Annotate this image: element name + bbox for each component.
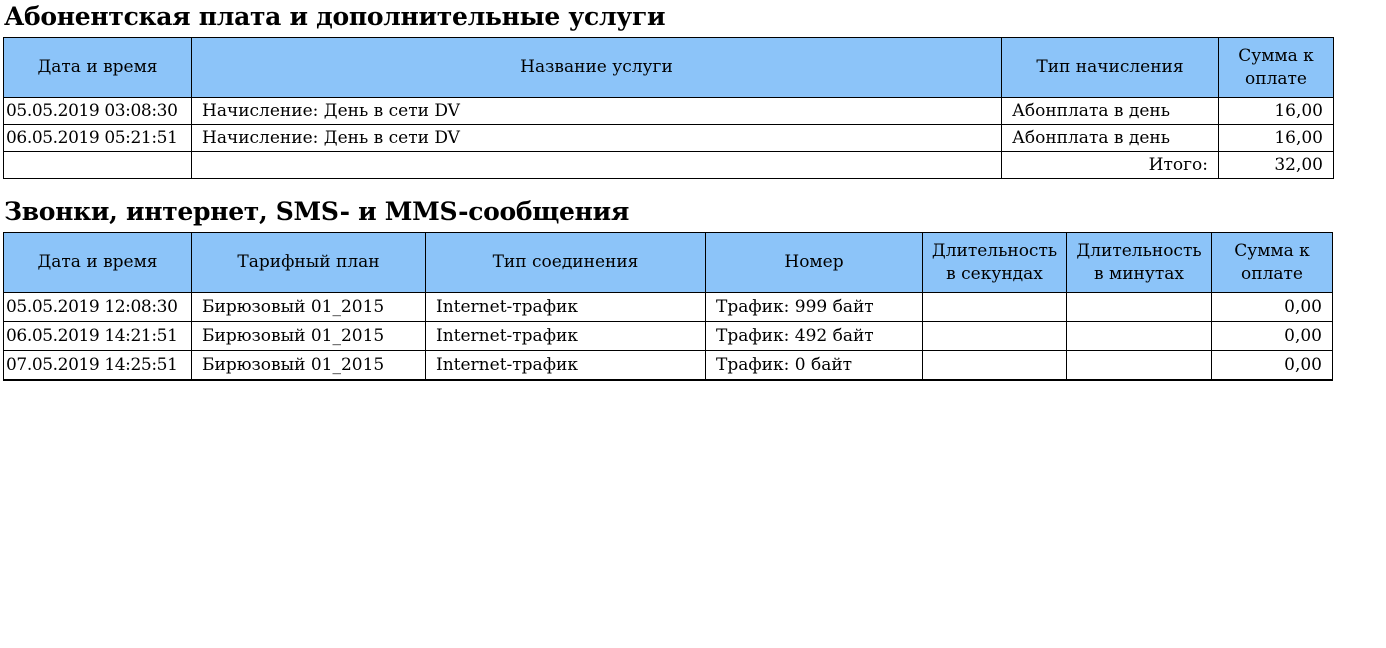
cell-duration-seconds xyxy=(923,322,1067,351)
cell-duration-minutes xyxy=(1067,293,1212,322)
column-header-connection-type: Тип соединения xyxy=(426,233,706,293)
total-row xyxy=(4,152,1334,179)
cell-charge-type: Абонплата в день xyxy=(1002,125,1219,152)
cell-amount: 0,00 xyxy=(1212,322,1333,351)
cell-duration-minutes xyxy=(1067,351,1212,381)
table-row xyxy=(4,351,1333,381)
cell-duration-seconds xyxy=(923,293,1067,322)
cell-duration-minutes xyxy=(1067,322,1212,351)
table-header-row xyxy=(4,233,1333,293)
total-label: Итого: xyxy=(1002,152,1219,179)
table-header-row xyxy=(4,38,1334,98)
cell-service-name: Начисление: День в сети DV xyxy=(192,98,1002,125)
cell-empty xyxy=(4,152,192,179)
total-value: 32,00 xyxy=(1219,152,1334,179)
cell-amount: 0,00 xyxy=(1212,351,1333,381)
cell-datetime: 05.05.2019 12:08:30 xyxy=(4,293,192,322)
cell-connection-type: Internet-трафик xyxy=(426,293,706,322)
calls-table xyxy=(3,232,1333,381)
table-row xyxy=(4,125,1334,152)
cell-duration-seconds xyxy=(923,351,1067,381)
column-header-tariff-plan: Тарифный план xyxy=(192,233,426,293)
column-header-datetime: Дата и время xyxy=(4,233,192,293)
cell-amount: 16,00 xyxy=(1219,125,1334,152)
cell-number: Трафик: 492 байт xyxy=(706,322,923,351)
column-header-duration-seconds: Длительность в секундах xyxy=(923,233,1067,293)
column-header-duration-minutes: Длительность в минутах xyxy=(1067,233,1212,293)
cell-amount: 16,00 xyxy=(1219,98,1334,125)
subscription-table xyxy=(3,37,1334,179)
column-header-number: Номер xyxy=(706,233,923,293)
column-header-datetime: Дата и время xyxy=(4,38,192,98)
column-header-amount: Сумма к оплате xyxy=(1212,233,1333,293)
column-header-amount: Сумма к оплате xyxy=(1219,38,1334,98)
table-row xyxy=(4,98,1334,125)
column-header-charge-type: Тип начисления xyxy=(1002,38,1219,98)
cell-datetime: 05.05.2019 03:08:30 xyxy=(4,98,192,125)
cell-number: Трафик: 0 байт xyxy=(706,351,923,381)
cell-tariff-plan: Бирюзовый 01_2015 xyxy=(192,322,426,351)
cell-number: Трафик: 999 байт xyxy=(706,293,923,322)
table-row xyxy=(4,322,1333,351)
cell-datetime: 06.05.2019 05:21:51 xyxy=(4,125,192,152)
cell-charge-type: Абонплата в день xyxy=(1002,98,1219,125)
subscription-section-title: Абонентская плата и дополнительные услуги xyxy=(4,2,666,31)
cell-tariff-plan: Бирюзовый 01_2015 xyxy=(192,293,426,322)
cell-empty xyxy=(192,152,1002,179)
cell-datetime: 06.05.2019 14:21:51 xyxy=(4,322,192,351)
cell-connection-type: Internet-трафик xyxy=(426,351,706,381)
calls-section-title: Звонки, интернет, SMS- и MMS-сообщения xyxy=(4,197,630,226)
cell-tariff-plan: Бирюзовый 01_2015 xyxy=(192,351,426,381)
table-row xyxy=(4,293,1333,322)
cell-connection-type: Internet-трафик xyxy=(426,322,706,351)
cell-datetime: 07.05.2019 14:25:51 xyxy=(4,351,192,381)
cell-amount: 0,00 xyxy=(1212,293,1333,322)
column-header-service-name: Название услуги xyxy=(192,38,1002,98)
cell-service-name: Начисление: День в сети DV xyxy=(192,125,1002,152)
